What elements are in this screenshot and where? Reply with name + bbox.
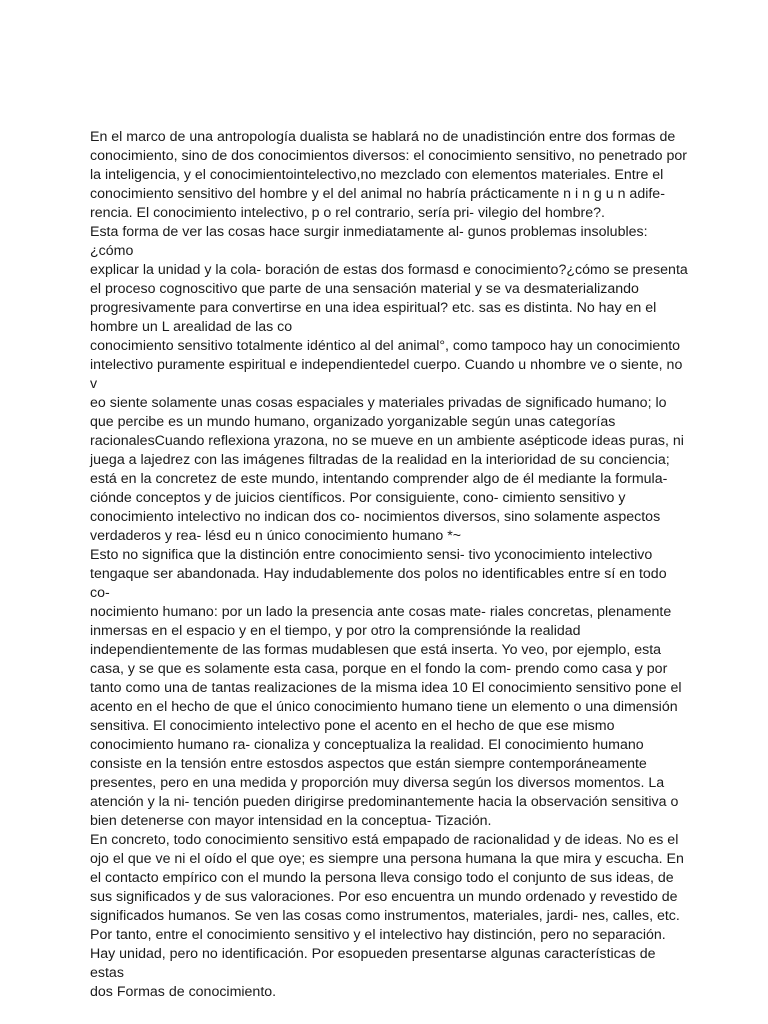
paragraph-4: Esto no significa que la distinción entre conocimiento sensi- tivo yconocimiento intelectivo tengaque ser abandonada. Hay indudablemente dos polos no identificables entre sí en todo co- nocimiento humano: por un lado la presencia ante cosas mate- riales concretas, plenamente inmersas en el espacio y en el tiempo, y por otro la comprensiónde la realidad independientemente de las formas mudablesen que está inserta. Yo veo, por ejemplo, esta casa, y se que es solamente esta casa, porque en el fondo la com- prendo como casa y por tanto como una de tantas realizaciones de la misma idea 10 El conocimiento sensitivo pone el acento en el hecho de que el único conocimiento humano tiene un elemento o una dimensión sensitiva. El conocimiento intelectivo pone el acento en el hecho de que ese mismo conocimiento humano ra- cionaliza y conceptualiza la realidad. El conocimiento humano consiste en la tensión entre estosdos aspectos que están siempre contemporáneamente presentes, pero en una medida y proporción muy diversa según los diversos momentos. La atención y la ni- tención pueden dirigirse predominantemente hacia la observación sensitiva o bien detenerse con mayor intensidad en la conceptua- Tización. [90,547,682,829]
paragraph-1: En el marco de una antropología dualista se hablará no de unadistinción entre dos formas de conocimiento, sino de dos conocimientos diversos: el conocimiento sensitivo, no penetrado por la inteligencia, y el conocimientointelectivo,no mezclado con elementos materiales. Entre el conocimiento sensitivo del hombre y el del animal no habría prácticamente n i n g u n adife- rencia. El conocimiento intelectivo, p o rel contrario, sería pri- vilegio del hombre?. [90,129,687,221]
paragraph-2: Esta forma de ver las cosas hace surgir inmediatamente al- gunos problemas insolubles:¿cómo explicar la unidad y la cola- boración de estas dos formasd e conocimiento?¿cómo se presenta el proceso cognoscitivo que parte de una sensación material y se va desmaterializando progresivamente para convertirse en una idea espiritual? etc. sas es distinta. No hay en el hombre un L arealidad de las co [90,224,688,335]
document-page [90,128,690,1002]
paragraph-5: En concreto, todo conocimiento sensitivo está empapado de racionalidad y de ideas. No es el ojo el que ve ni el oído el que oye; es siempre una persona humana la que mira y escucha. En el contacto empírico con el mundo la persona lleva consigo todo el conjunto de sus ideas, de sus significados y de sus valoraciones. Por eso encuentra un mundo ordenado y revestido de significados humanos. Se ven las cosas como instrumentos, materiales, jardi- nes, calles, etc. Por tanto, entre el conocimiento sensitivo y el intelectivo hay distinción, pero no separación. Hay unidad, pero no identificación. Por esopueden presentarse algunas características de estas dos Formas de conocimiento. [90,832,684,1000]
paragraph-3: conocimiento sensitivo totalmente idéntico al del animal°, como tampoco hay un conocimiento intelectivo puramente espiritual e independientedel cuerpo. Cuando u nhombre ve o siente, no v eo siente solamente unas cosas espaciales y materiales privadas de significado humano; lo que percibe es un mundo humano, organizado yorganizable según unas categorías racionalesCuando reflexiona yrazona, no se mueve en un ambiente asépticode ideas puras, ni juega a lajedrez con las imágenes filtradas de la realidad en la interioridad de su conciencia; está en la concretez de este mundo, intentando comprender algo de él mediante la formula- ciónde conceptos y de juicios científicos. Por consiguiente, cono- cimiento sensitivo y conocimiento intelectivo no indican dos co- nocimientos diversos, sino solamente aspectos verdaderos y rea- lésd eu n único conocimiento humano *~ [90,338,684,544]
